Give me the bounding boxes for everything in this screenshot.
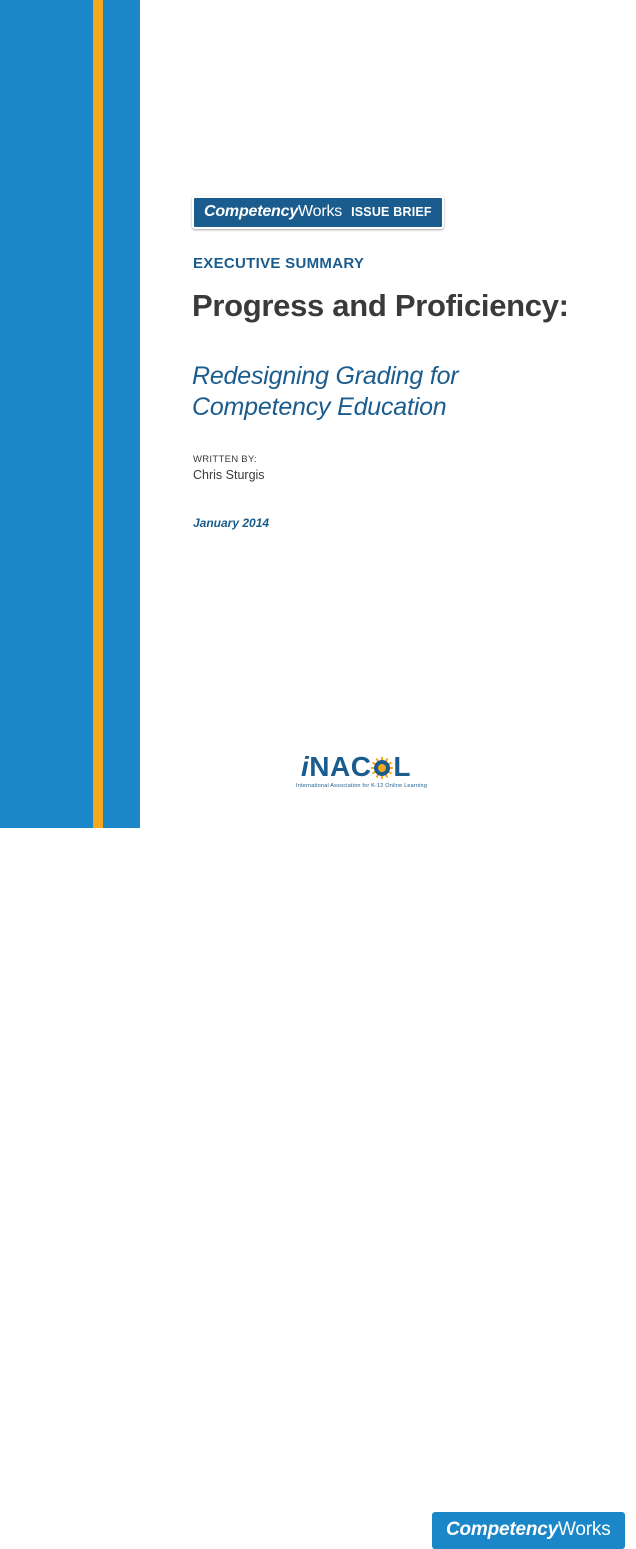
gold-accent-bar	[93, 0, 103, 828]
page-subtitle: Redesigning Grading for Competency Education	[192, 362, 459, 421]
footer-logos	[0, 751, 636, 1540]
cw-logo-competency: Competency	[446, 1519, 559, 1540]
badge-brand-competency: Competency	[204, 203, 299, 220]
inacol-wordmark-nac: NAC	[309, 751, 372, 782]
competencyworks-logo	[432, 1512, 625, 1549]
second-blue-bar	[103, 0, 140, 828]
cover-content	[192, 0, 612, 828]
issue-brief-badge	[192, 196, 444, 229]
badge-brand	[204, 203, 342, 221]
author-name: Chris Sturgis	[193, 468, 265, 482]
page-title: Progress and Proficiency:	[192, 288, 569, 323]
inacol-wordmark	[296, 752, 416, 782]
sun-icon	[371, 757, 393, 779]
inacol-tagline: International Association for K-12 Online Learning	[296, 783, 428, 789]
inacol-logo	[296, 751, 428, 789]
executive-summary-eyebrow: EXECUTIVE SUMMARY	[193, 255, 365, 272]
written-by-label: WRITTEN BY:	[193, 454, 257, 465]
publication-date: January 2014	[193, 516, 270, 530]
cw-logo-works: Works	[558, 1519, 611, 1540]
badge-brand-works: Works	[298, 203, 343, 220]
badge-issue-brief-label: ISSUE BRIEF	[351, 205, 432, 219]
competencyworks-wordmark	[446, 1519, 611, 1540]
inacol-wordmark-i: i	[300, 751, 310, 782]
left-blue-bar	[0, 0, 93, 828]
inacol-wordmark-l: L	[393, 751, 412, 782]
